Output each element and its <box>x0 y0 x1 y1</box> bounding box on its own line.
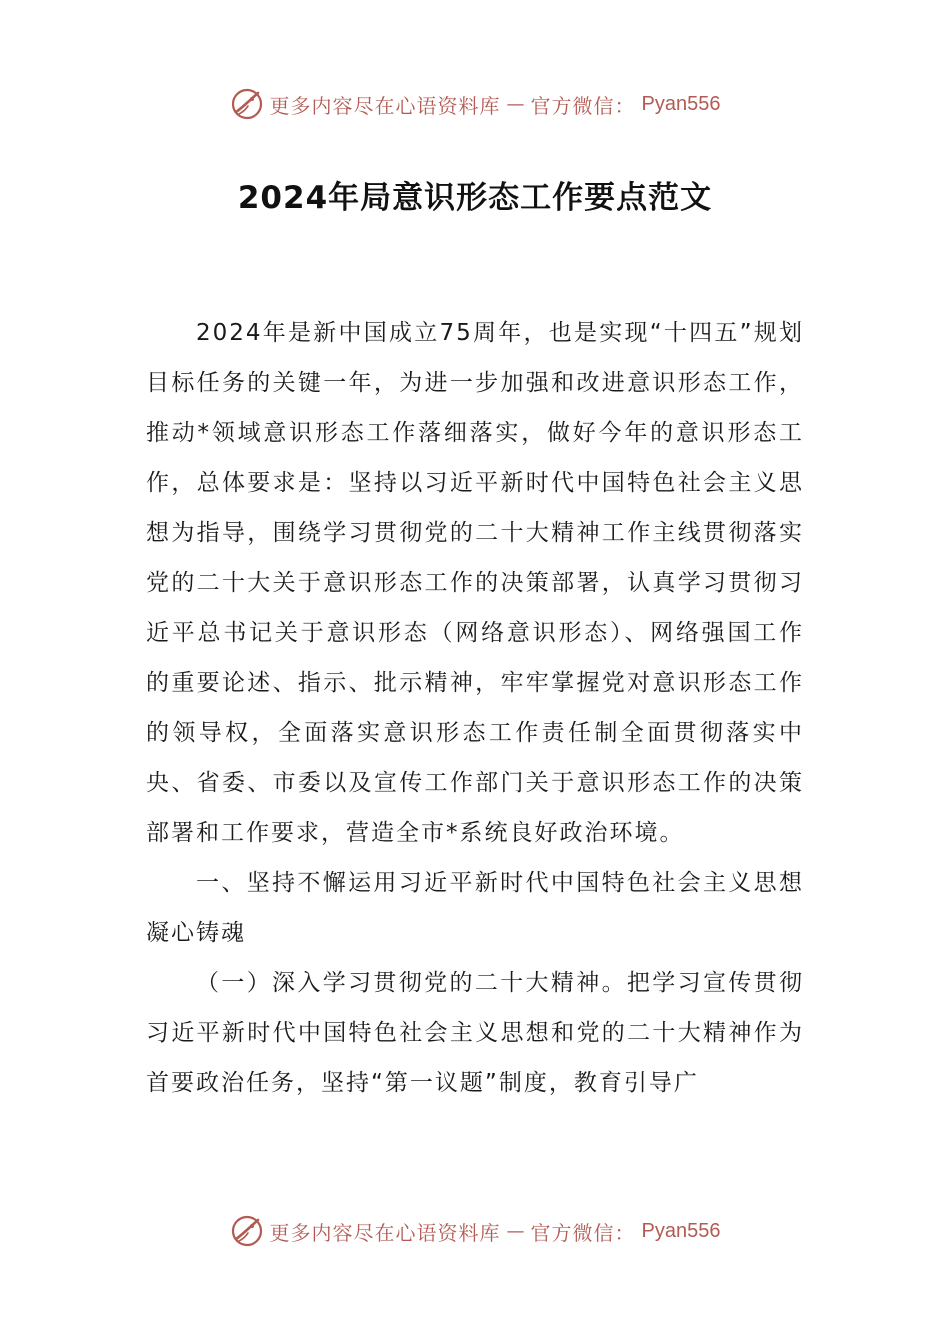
watermark-label: 官方微信： <box>530 93 636 118</box>
watermark-wechat-id: Pyan556 <box>641 92 721 115</box>
pen-logo-icon <box>230 1214 264 1248</box>
paragraph-subsection-1: （一）深入学习贯彻党的二十大精神。把学习宣传贯彻习近平新时代中国特色社会主义思想和党的二十大精神作为首要政治任务，坚持“第一议题”制度，教育引导广 <box>146 970 804 1096</box>
pen-logo-icon <box>230 87 264 121</box>
paragraph-intro: 2024年是新中国成立75周年，也是实现“十四五”规划目标任务的关键一年，为进一步加强和改进意识形态工作，推动*领域意识形态工作落细落实，做好今年的意识形态工作，总体要求是：坚持以习近平新时代中国特色社会主义思想为指导，围绕学习贯彻党的二十大精神工作主线贯彻落实党的二十大关于意识形态工作的决策部署，认真学习贯彻习近平总书记关于意识形态（网络意识形态）、网络强国工作的重要论述、指示、批示精神，牢牢掌握党对意识形态工作的领导权，全面落实意识形态工作责任制全面贯彻落实中央、省委、市委以及宣传工作部门关于意识形态工作的决策部署和工作要求，营造全市*系统良好政治环境。 <box>146 320 804 846</box>
watermark-text: 更多内容尽在心语资料库 <box>269 1220 501 1245</box>
document-body <box>146 308 804 1108</box>
section-heading-1: 一、坚持不懈运用习近平新时代中国特色社会主义思想凝心铸魂 <box>146 870 804 946</box>
watermark-label: 官方微信： <box>530 1220 636 1245</box>
watermark-text: 更多内容尽在心语资料库 <box>269 93 501 118</box>
header-watermark <box>0 84 950 124</box>
watermark-wechat-id: Pyan556 <box>641 1219 721 1242</box>
watermark-separator: — <box>506 93 525 115</box>
watermark-separator: — <box>506 1220 525 1242</box>
document-title: 2024年局意识形态工作要点范文 <box>237 180 713 216</box>
footer-watermark <box>0 1211 950 1251</box>
